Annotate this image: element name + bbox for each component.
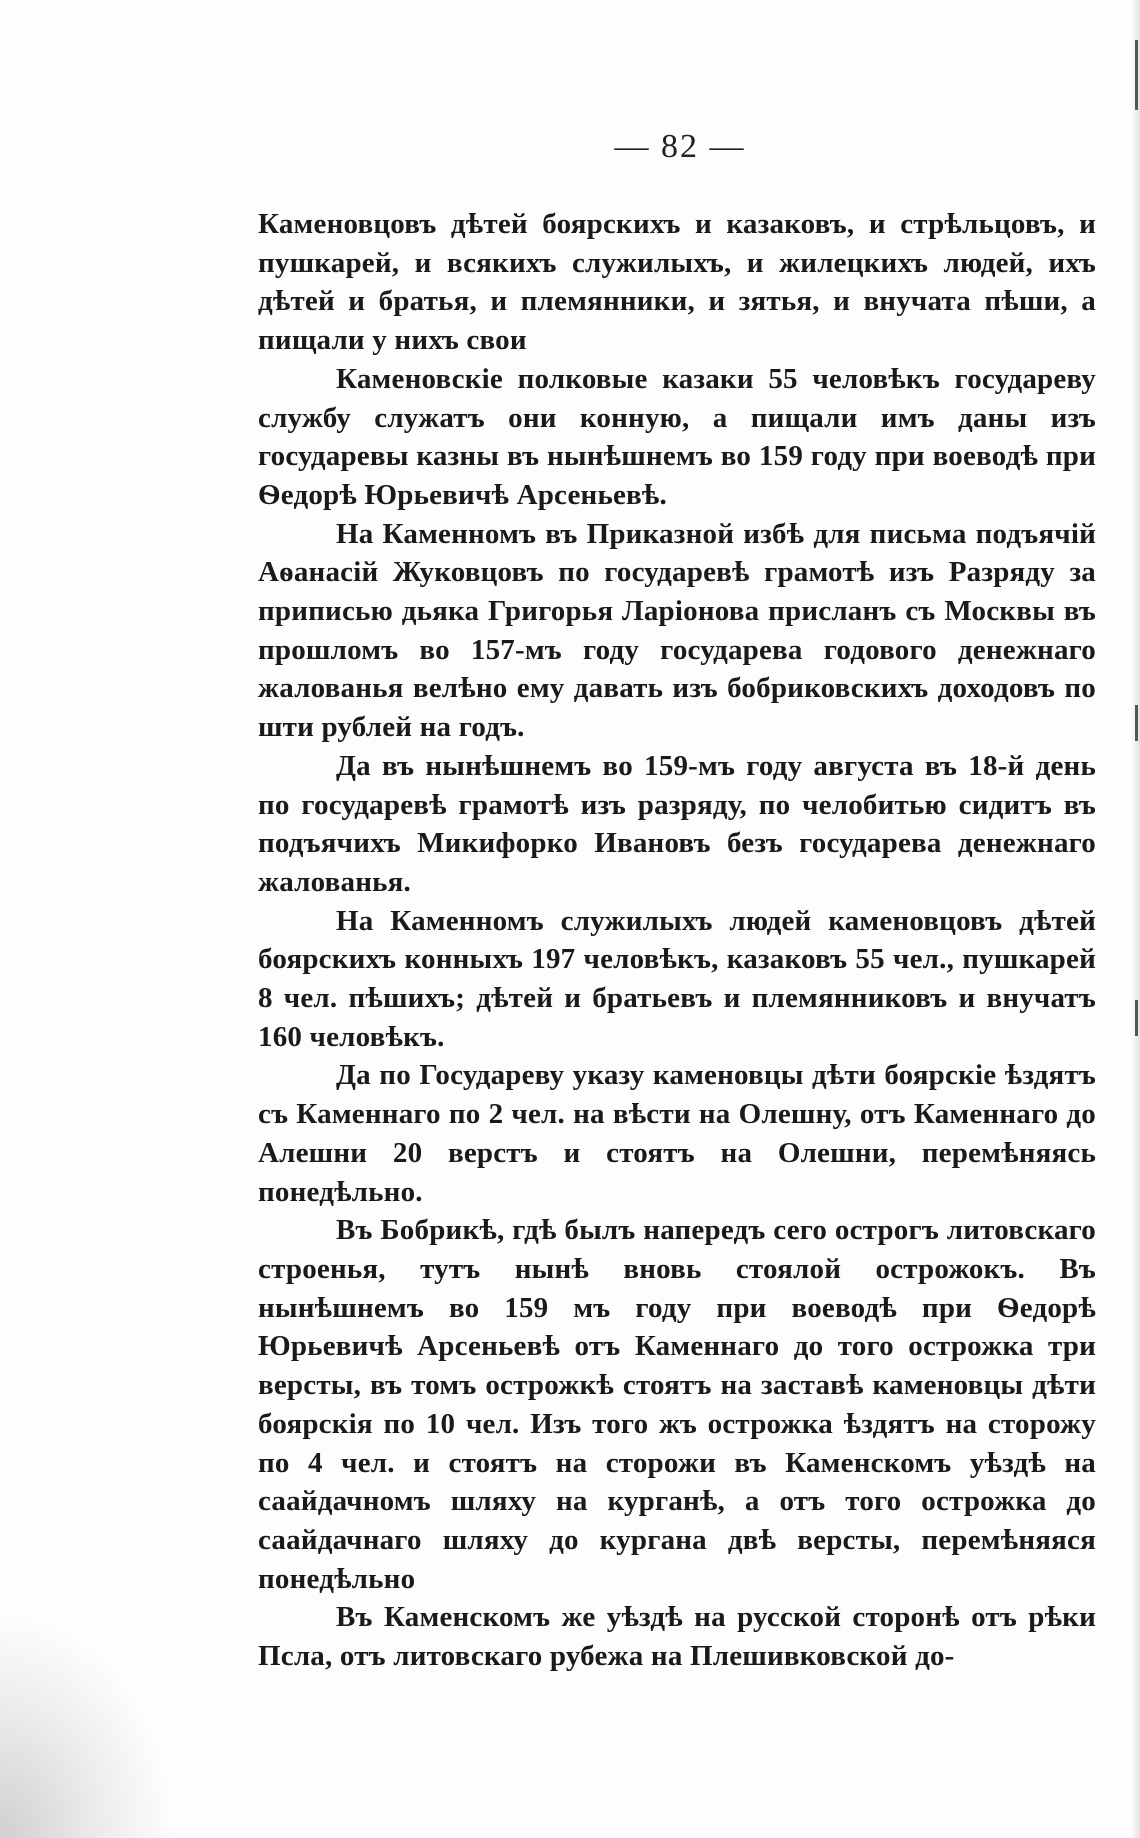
- paragraph: Каменовскіе полковые казаки 55 человѣкъ государеву службу служатъ они конную, а пищали имъ даны изъ государевы казны въ нынѣшнемъ во 159 году при воеводѣ при Ѳедорѣ Юрьевичѣ Арсеньевѣ.: [258, 362, 1096, 511]
- page-edge-shadow: [1130, 0, 1140, 1838]
- edge-scan-mark: [1135, 40, 1138, 110]
- paragraph: Да по Государеву указу каменовцы дѣти боярскіе ѣздятъ съ Каменнаго по 2 чел. на вѣсти на Олешну, отъ Каменнаго до Алешни 20 верстъ и стоятъ на Олешни, перемѣняясь понедѣльно.: [258, 1059, 1096, 1208]
- body-text: [258, 205, 1096, 1676]
- paragraph: На Каменномъ въ Приказной избѣ для письма подъячій Аѳанасій Жуковцовъ по государевѣ грамотѣ изъ Разряду за приписью дьяка Григорья Ларіонова присланъ съ Москвы въ прошломъ во 157-мъ году государева годового денежнаго жалованья велѣно ему давать изъ бобриковскихъ доходовъ по шти рублей на годъ.: [258, 517, 1096, 744]
- paragraph: Да въ нынѣшнемъ во 159-мъ году августа въ 18-й день по государевѣ грамотѣ изъ разряду, по челобитью сидитъ въ подъячихъ Микифорко Ивановъ безъ государева денежнаго жалованья.: [258, 749, 1096, 898]
- page-corner-shadow: [0, 1618, 170, 1838]
- edge-scan-mark: [1135, 705, 1138, 741]
- edge-scan-mark: [1135, 1000, 1138, 1036]
- paragraph: Въ Бобрикѣ, гдѣ былъ напередъ сего острогъ литовскаго строенья, тутъ нынѣ вновь стоялой острожокъ. Въ нынѣшнемъ во 159 мъ году при воеводѣ при Ѳедорѣ Юрьевичѣ Арсеньевѣ отъ Каменнаго до того острожка три версты, въ томъ острожкѣ стоятъ на заставѣ каменовцы дѣти боярскія по 10 чел. Изъ того жъ острожка ѣздятъ на сторожу по 4 чел. и стоятъ на сторожи въ Каменскомъ уѣздѣ на саайдачномъ шляху на курганѣ, а отъ того острожка до саайдачнаго шляху до кургана двѣ версты, перемѣняяся понедѣльно: [258, 1214, 1096, 1595]
- paragraph: Въ Каменскомъ же уѣздѣ на русской сторонѣ отъ рѣки Псла, отъ литовскаго рубежа на Плешивковской до-: [258, 1601, 1096, 1673]
- paragraph: Каменовцовъ дѣтей боярскихъ и казаковъ, и стрѣльцовъ, и пушкарей, и всякихъ служилыхъ, и жилецкихъ людей, ихъ дѣтей и братья, и племянники, и зятья, и внучата пѣши, а пищали у нихъ свои: [258, 208, 1096, 357]
- page-number: — 82 —: [614, 128, 746, 165]
- paragraph: На Каменномъ служилыхъ людей каменовцовъ дѣтей боярскихъ конныхъ 197 человѣкъ, казаковъ 55 чел., пушкарей 8 чел. пѣшихъ; дѣтей и братьевъ и племянниковъ и внучатъ 160 человѣкъ.: [258, 904, 1096, 1053]
